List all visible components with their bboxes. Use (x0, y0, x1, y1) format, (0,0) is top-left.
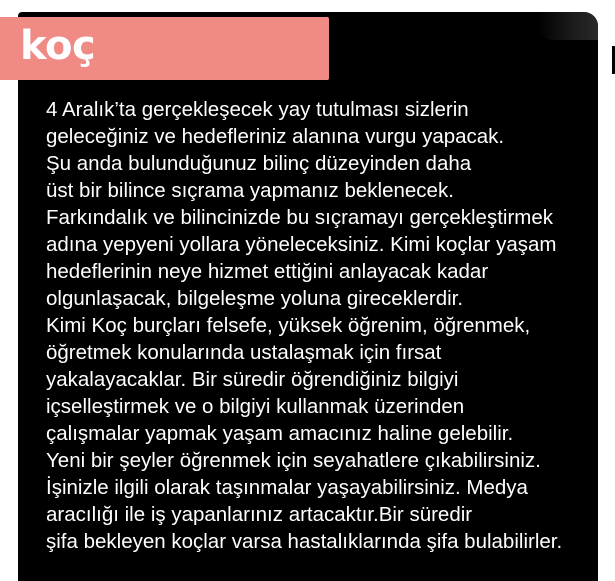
sign-title: koç (20, 23, 96, 69)
text-line: hedeflerinin neye hizmet ettiğini anlayacak kadar (46, 260, 489, 283)
text-line: İşinizle ilgili olarak taşınmalar yaşayabilirsiniz. Medya (46, 476, 528, 499)
text-line: Şu anda bulunduğunuz bilinç düzeyinden daha (46, 152, 472, 175)
text-line: 4 Aralık’ta gerçekleşecek yay tutulması sizlerin (46, 98, 469, 121)
text-line: üst bir bilince sıçrama yapmanız beklenecek. (46, 179, 454, 202)
horoscope-text (46, 96, 606, 555)
text-line: öğretmek konularında ustalaşmak için fırsat (46, 341, 442, 364)
text-line: içselleştirmek ve o bilgiyi kullanmak üzerinden (46, 395, 465, 418)
text-line: şifa bekleyen koçlar varsa hastalıklarında şifa bulabilirler. (46, 530, 563, 553)
text-line: adına yepyeni yollara yöneleceksiniz. Kimi koçlar yaşam (46, 233, 557, 256)
text-line: olgunlaşacak, bilgeleşme yoluna gireceklerdir. (46, 287, 464, 310)
text-line: yakalayacaklar. Bir süredir öğrendiğiniz bilgiyi (46, 368, 459, 391)
card-corner-shade (538, 12, 598, 40)
text-line: Kimi Koç burçları felsefe, yüksek öğrenim, öğrenmek, (46, 314, 531, 337)
title-banner (0, 17, 329, 80)
text-line: geleceğiniz ve hedefleriniz alanına vurgu yapacak. (46, 125, 505, 148)
text-line: aracılığı ile iş yapanlarınız artacaktır.Bir süredir (46, 503, 473, 526)
text-line: Yeni bir şeyler öğrenmek için seyahatlere çıkabilirsiniz. (46, 449, 541, 472)
text-line: çalışmalar yapmak yaşam amacınız haline gelebilir. (46, 422, 514, 445)
text-line: Farkındalık ve bilincinizde bu sıçramayı gerçekleştirmek (46, 206, 553, 229)
